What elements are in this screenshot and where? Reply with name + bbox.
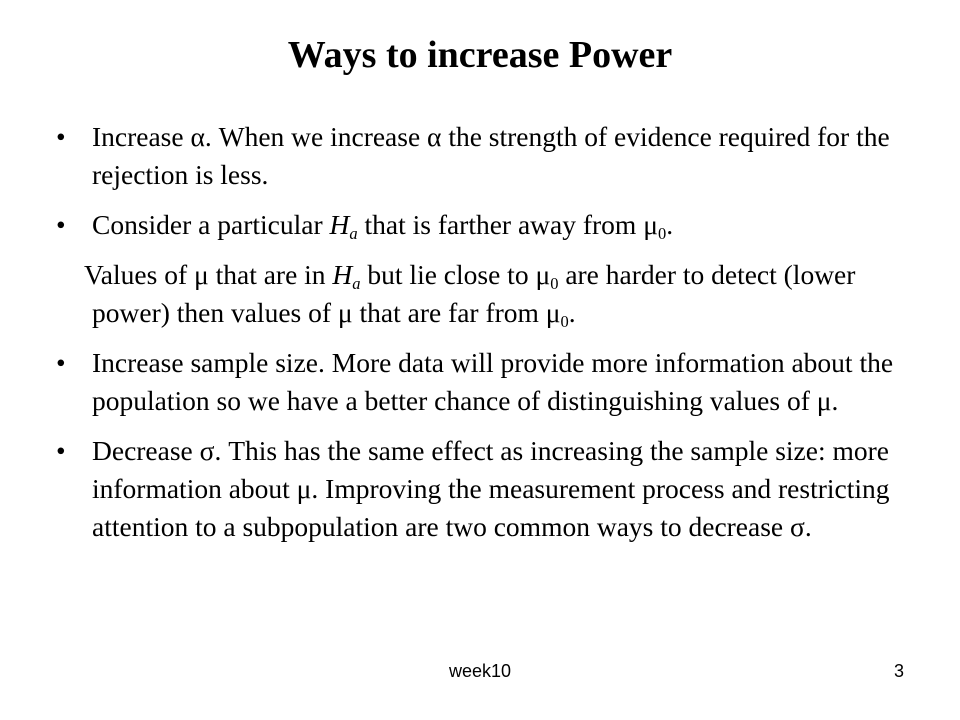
subscript-0: 0: [560, 311, 569, 331]
bullet-text: Decrease σ. This has the same effect as increasing the sample size: more information about μ. Improving the measurement process and restricting attention to a subpopulation are two common ways to decrease σ.: [92, 435, 890, 542]
h-symbol: H: [332, 259, 353, 290]
slide-page-number: 3: [893, 661, 904, 681]
subscript-0: 0: [657, 223, 667, 243]
bullet-icon: •: [56, 121, 66, 152]
slide-body: [56, 118, 916, 558]
bullet-icon: •: [56, 347, 66, 378]
bullet-text: Increase sample size. More data will provide more information about the population so we have a better chance of distinguishing values of μ.: [92, 347, 894, 416]
para-text-4: .: [568, 297, 576, 328]
paragraph-values-of-mu: [56, 256, 916, 332]
bullet-item-increase-alpha: [56, 118, 916, 194]
bullet-icon: •: [56, 209, 66, 240]
para-text-2: but lie close to μ: [360, 259, 551, 290]
para-text-1: Values of μ that are in: [84, 259, 333, 290]
bullet-text: Increase α. When we increase α the strength of evidence required for the rejection is less.: [92, 121, 890, 190]
footer-week-label: week10: [448, 661, 512, 681]
subscript-a: a: [349, 223, 358, 243]
bullet-item-particular-ha: [56, 206, 916, 244]
bullet-item-sample-size: [56, 344, 916, 420]
bullet-icon: •: [56, 435, 66, 466]
slide-title: Ways to increase Power: [287, 34, 673, 76]
h-symbol: H: [329, 209, 350, 240]
para-text-3: are harder to detect (lower power) then values of μ that are far from μ: [92, 259, 856, 328]
subscript-a: a: [352, 273, 361, 293]
bullet-text-middle: that is farther away from μ: [357, 209, 658, 240]
bullet-text-before: Consider a particular: [92, 209, 330, 240]
bullet-item-decrease-sigma: [56, 432, 916, 546]
subscript-0: 0: [550, 273, 559, 293]
bullet-text-after: .: [666, 209, 674, 240]
